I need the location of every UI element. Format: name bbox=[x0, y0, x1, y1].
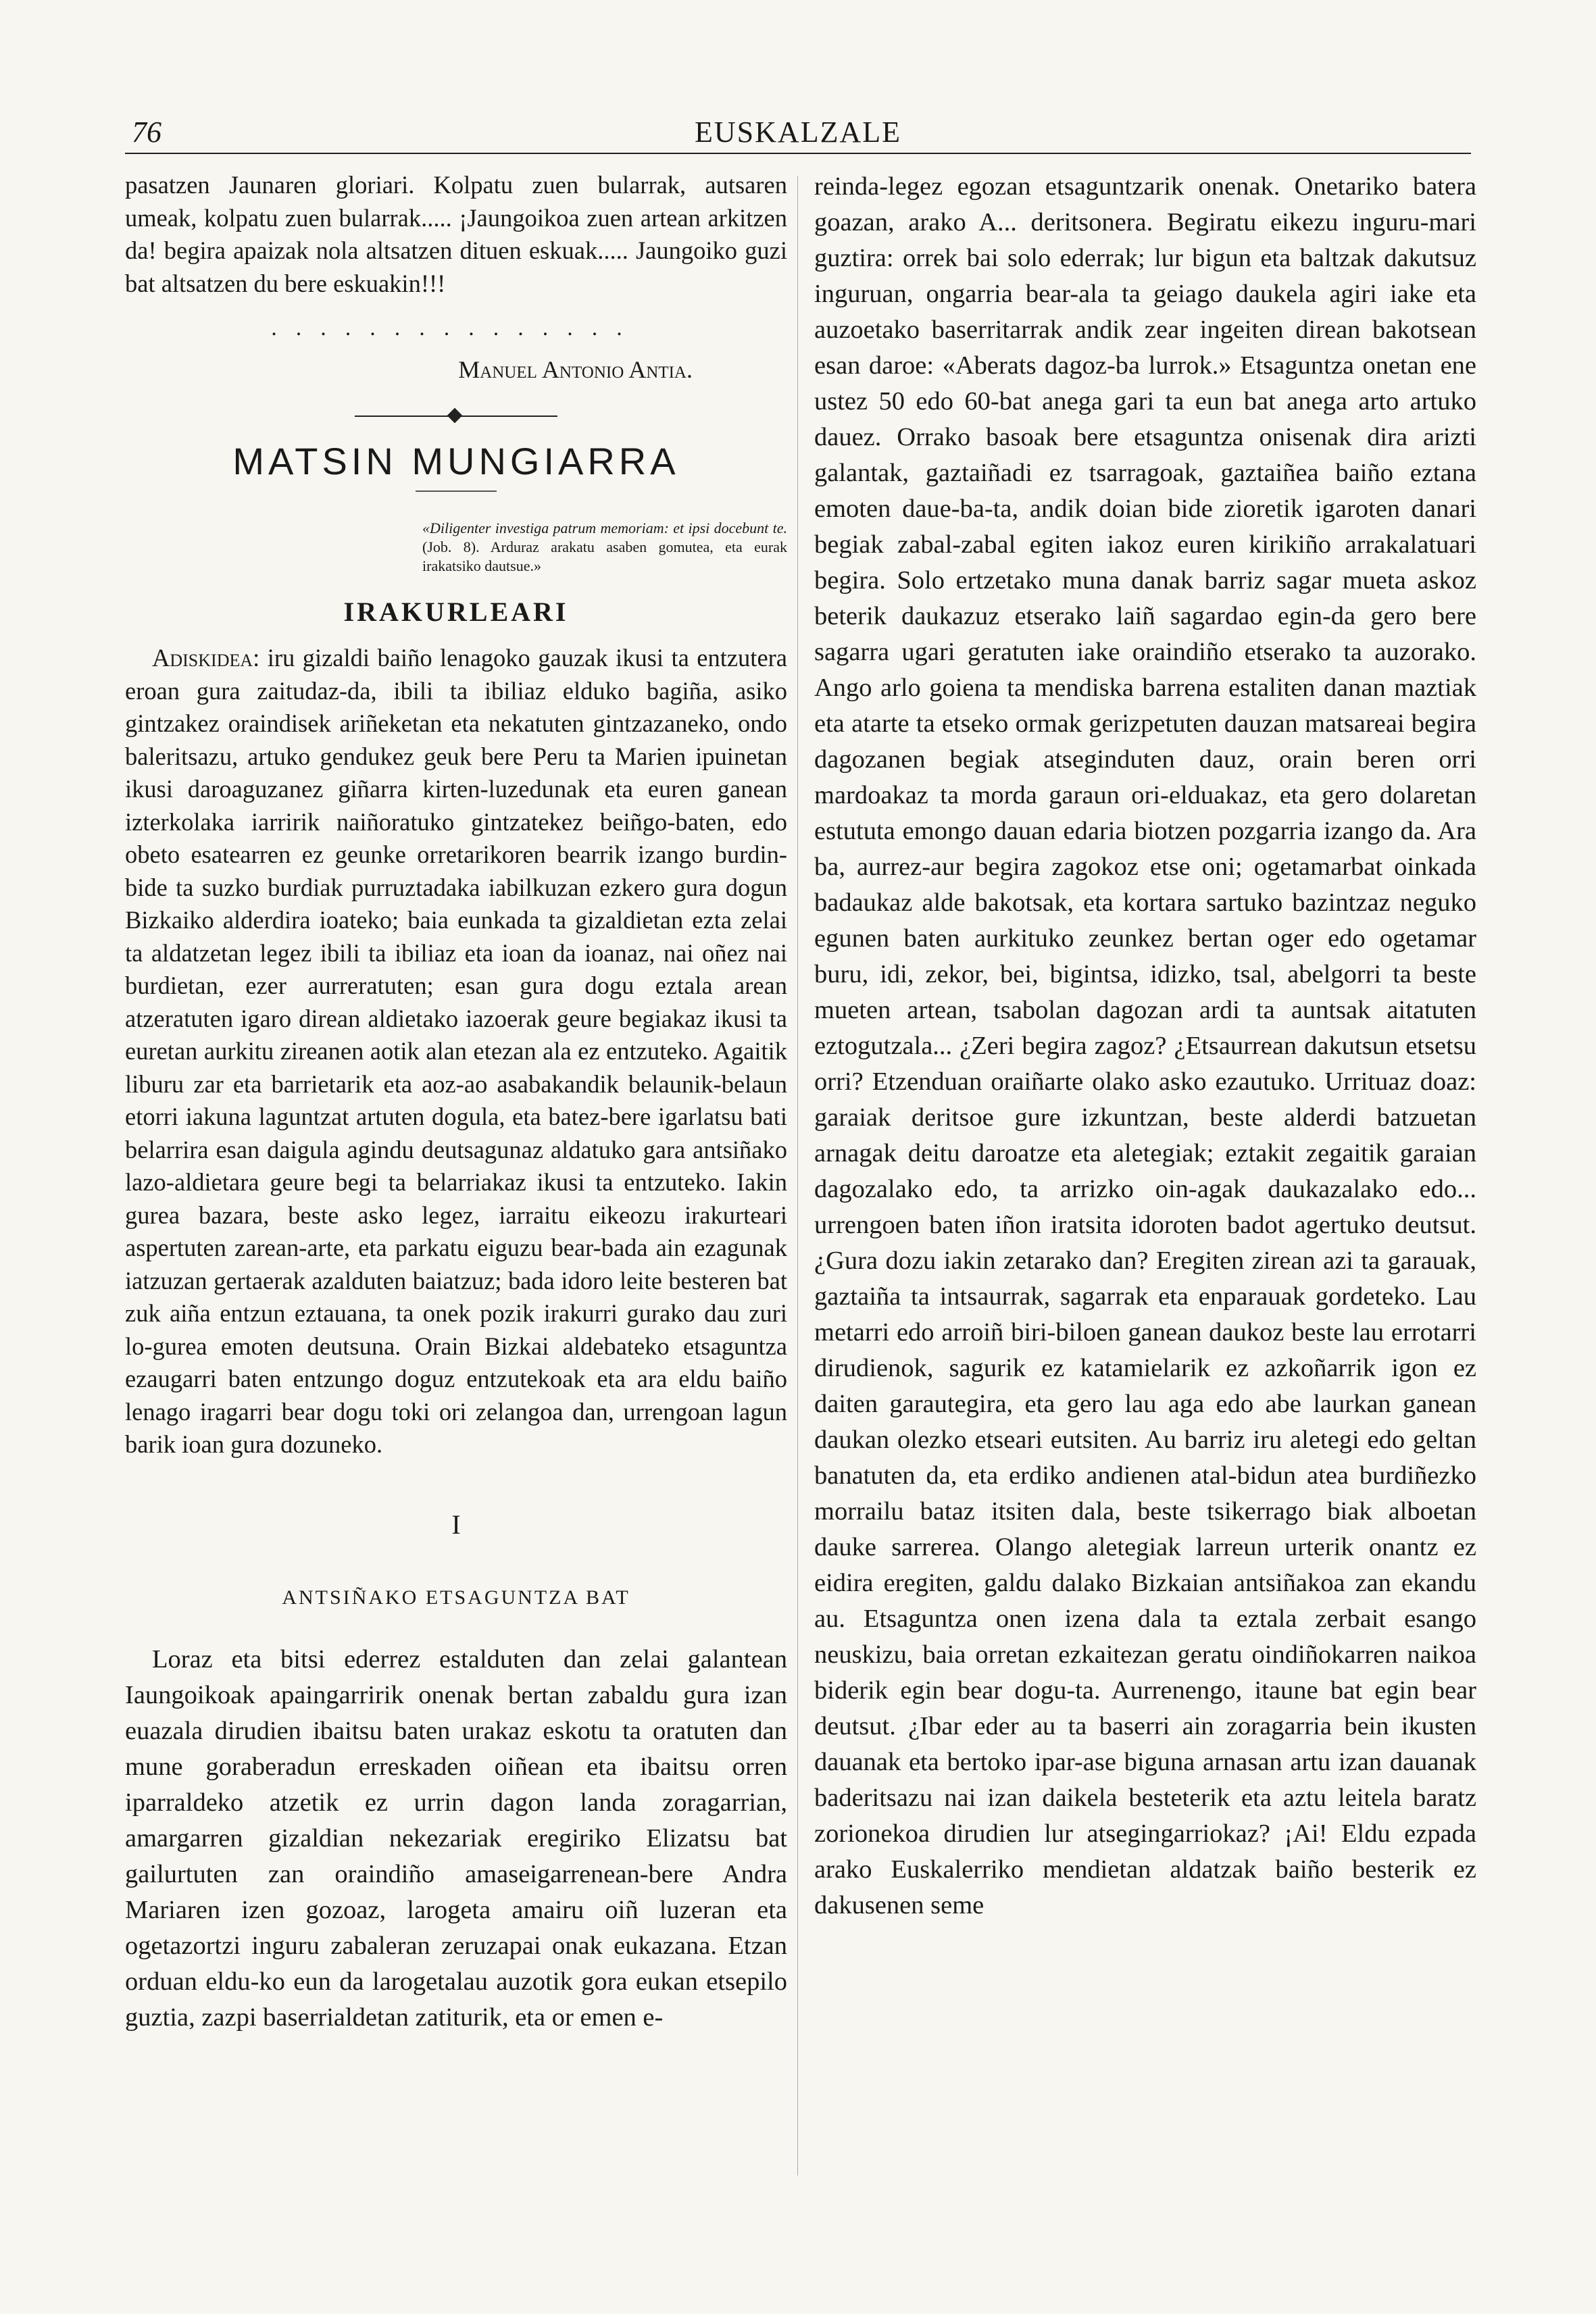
chapter-paragraph: Loraz eta bitsi ederrez estalduten dan zelai galantean Iaungoikoak apaingarririk onenak bertan zabaldu gura izan euazala dirudien ibaitsu baten urakaz eskotu ta oratuten dan mune goraberadun erreskaden oiñean eta ibaitsu orren iparraldeko atzetik ez urrin dagon landa zoragarrian, amargarren gizaldian nekezariak eregiriko Elizatsu bat gailurtuten zan oraindiño amaseigarrenean-bere Andra Mariaren izen gozoaz, larogeta amairu oiñ luzeran eta ogetazortzi inguru zabaleran zeruzapai onak eukazana. Etzan orduan eldu-ko eun da larogetalau auzotik gora eukan etsepilo guztia, zazpi baserrialdetan zatiturik, eta or emen e- bbox=[125, 1644, 787, 2032]
epigraph-reference: (Job. 8). bbox=[422, 538, 480, 555]
running-title: EUSKALZALE bbox=[695, 116, 901, 149]
author-signature: Manuel Antonio Antia. bbox=[458, 355, 693, 383]
right-column-text: reinda-legez egozan etsaguntzarik onenak. Onetariko batera goazan, arako A... deritsonera. Begiratu eikezu inguru-mari guztira: orrek bai solo ederrak; lur bigun eta baltzak dakutsuz inguruan, ongarria bear-ala ta geiago daukela agiri iake eta auzoetako baserritarrak andik zear ingeiten direan bakotsean esan daroe: «Aberats dagoz-ba lurrok.» Etsaguntza onetan ene ustez 50 edo 60-bat anega gari ta eun bat anega arto artuko dauez. Orrako basoak bere etsaguntza onisenak dira arizti galantak, gaztaiñadi ez tsarragoak, gaztaiñea baiño eztana emoten daue-ba-ta, andik doian bide zioretik igaroten danari begiak zabal-zabal egiten iakoz euren kirikiño arrakalatuari begira. Solo ertzetako muna danak barriz sagar mueta askoz beterik daukazuz etserako laiñ sagardao egin-da gero bere sagarra ugari geratuten iake oraindiño etserako ta auzorako. Ango arlo goiena ta mendiska barrena estaliten danan maztiak eta atarte ta etseko ormak gerizpetuten dauzan matsareai begira dagozanen begiak atseginduten dauz, orain beren orri mardoakaz ta morda garaun ori-elduakaz, eta gero dolaretan estututa emongo dauan edaria biotzen pozgarria izango da. Ara ba, aurrez-aur begira zagokoz etse oni; ogetamarbat oinkada badaukaz alde bakotsak, eta kortara sartuko bazintzaz neguko egunen baten aurkituko zeunkez bertan oger edo ogetamar buru, idi, zekor, bei, bigintsa, idizko, tsal, abelgorri ta beste mueten artean, tsabolan dagozan ardi ta auntsak aitatuten eztogutzala... ¿Zeri begira zagoz? ¿Etsaurrean dakutsun etsetsu orri? Etzenduan oraiñarte olako asko ezautuko. Urrituaz doaz: garaiak deritsoe gure izkuntzan, beste alderdi batzuetan arnagak deitu daroatze eta aletegiak; eztakit zegaitik garaian dagozalako edo, ta arrizko oin-agak daukazalako edo... urrengoen baten iñon iratsita idoroten badot agertuko deutsut. ¿Gura dozu iakin zetarako dan? Eregiten zirean azi ta garauak, gaztaiña ta intsaurrak, sagarrak eta enparauak gordeteko. Lau metarri edo arroiñ biri-biloen ganean daukoz beste lau errotarri dirudienok, sagurik ez katamielarik ez azkoñarrik igon ez daiten garautegira, eta gero lau aga edo abe laurkan ganean daukan olezko etseari eutsiten. Au barriz iru aletegi edo geltan banatuten da, eta erdiko andienen atal-bidun atea burdiñezko morrailu bataz itsiten dala, beste tsikerrago biak alboetan dauke sarrerea. Olango aletegiak larreun urterik onantz ez eidira eregiten, galdu dalako Bizkaian antsiñakoa zan ekandu au. Etsaguntza onen izena dala ta eztala zerbait esango neuskizu, baia orretan ezkaitezan geratu oindiñokarren naikoa biderik egin bear dogu-ta. Aurrenengo, itaune bat egin bear deutsut. ¿Ibar eder au ta baserri ain zoragarria bein ikusten dauanak eta bertoko ipar-ase biguna arnasan artu izan dauanak baderitsazu nai izan daikela besteterik eta aztu leitela baratz zorionekoa dirudien lur atsegingarriokaz? ¡Ai! Eldu ezpada arako Euskalerriko mendietan aldatzak baiño besterik ez dakusenen seme bbox=[814, 172, 1476, 1919]
right-column bbox=[814, 169, 1476, 1923]
chapter-title: ANTSIÑAKO ETSAGUNTZA BAT bbox=[282, 1586, 630, 1609]
ornament-diamond-icon bbox=[447, 408, 463, 424]
irakurleari-paragraph bbox=[125, 642, 787, 1461]
page-header bbox=[125, 101, 1471, 155]
irakurleari-text: iru gizaldi baiño lenagoko gauzak ikusi ta entzutera eroan gura zaitudaz-da, ibili ta ibiliaz elduko bagiña, asiko gintzakez oraindisek ariñeketan eta nekatuten gintzazaneko, ondo baleritsazu, artuko gendukez geuk bere Peru ta Marien ipuinetan ikusi daroaguzanez giñarra kirten-luzedunak eta euren ganean izterkolaka iarririk naiñoratuko gintzatekez beiñgo-baten, edo obeto esatearren ez geunke orretarikoren bearrik izango burdin-bide ta suzko burdiak purruztadaka iabilkuzan ezkero gura dogun Bizkaiko alderdira ioateko; baia eunkada ta gizaldietan ezta zelai ta aldatzetan legez ibili ta ibiliaz eta ioan da ioanaz, nai oñez nai burdietan, ezer aurreratuten; esan gura dogu eztala arean atzeratuten igaro direan aldietako iazoerak geure begiakaz ikusi ta euretan aurkitu zireanen aotik alan etezan ala ez entzuteko. Agaitik liburu zar eta barrietarik eta aoz-ao asabakandik belaunik-belaun etorri iakuna laguntzat artuten dogula, eta batez-bere igarlatsu bati belarrira esan daigula agindu deutsagunaz aldatuko gara antsiñako lazo-aldietara geure begi ta belarriakaz ikusi ta entzuteko. Iakin gurea bazara, beste asko legez, iarraitu eikeozu irakurteari aspertuten zarean-arte, eta parkatu eiguzu bear-bada ain ezagunak iatzuzan gertaerak azalduten baiatzuz; bada idoro leite besteren bat zuk aiña entzun eztauana, ta onek pozik irakurri gurako dau zuri lo-gurea emoten deutsuna. Orain Bizkai aldebateko etsaguntza ezaugarri baten entzungo doguz entzutekoak eta ara eldu baiño lenago iragarri bear dogu toki ori zelangoa dan, urrengoan lagun barik ioan gura dozuneko. bbox=[125, 644, 788, 1458]
dotted-separator: ............... bbox=[271, 316, 641, 341]
lead-in: Adiskidea: bbox=[152, 644, 260, 672]
left-column bbox=[125, 169, 787, 2036]
section-heading: IRAKURLEARI bbox=[343, 596, 569, 627]
column-divider bbox=[797, 176, 798, 2175]
article-title: MATSIN MUNGIARRA bbox=[232, 440, 680, 482]
epigraph-basque: Arduraz arakatu asaben gomutea, eta eurak irakatsiko dautsue.» bbox=[422, 538, 787, 574]
title-underline bbox=[416, 491, 497, 492]
intro-paragraph: pasatzen Jaunaren gloriari. Kolpatu zuen bularrak, autsaren umeak, kolpatu zuen bularrak..... ¡Jaungoikoa zuen artean arkitzen da! begira apaizak nola altsatzen dituen eskuak..... Jaungoiko guzi bat altsatzen du bere eskuakin!!! bbox=[125, 171, 787, 297]
epigraph-latin: «Diligenter investiga patrum memoriam: et ipsi docebunt te. bbox=[422, 519, 787, 536]
epigraph bbox=[422, 519, 787, 576]
ornament-rule bbox=[125, 395, 787, 436]
header-rule bbox=[125, 153, 1471, 154]
page-number: 76 bbox=[132, 116, 161, 149]
chapter-number: I bbox=[451, 1509, 461, 1540]
